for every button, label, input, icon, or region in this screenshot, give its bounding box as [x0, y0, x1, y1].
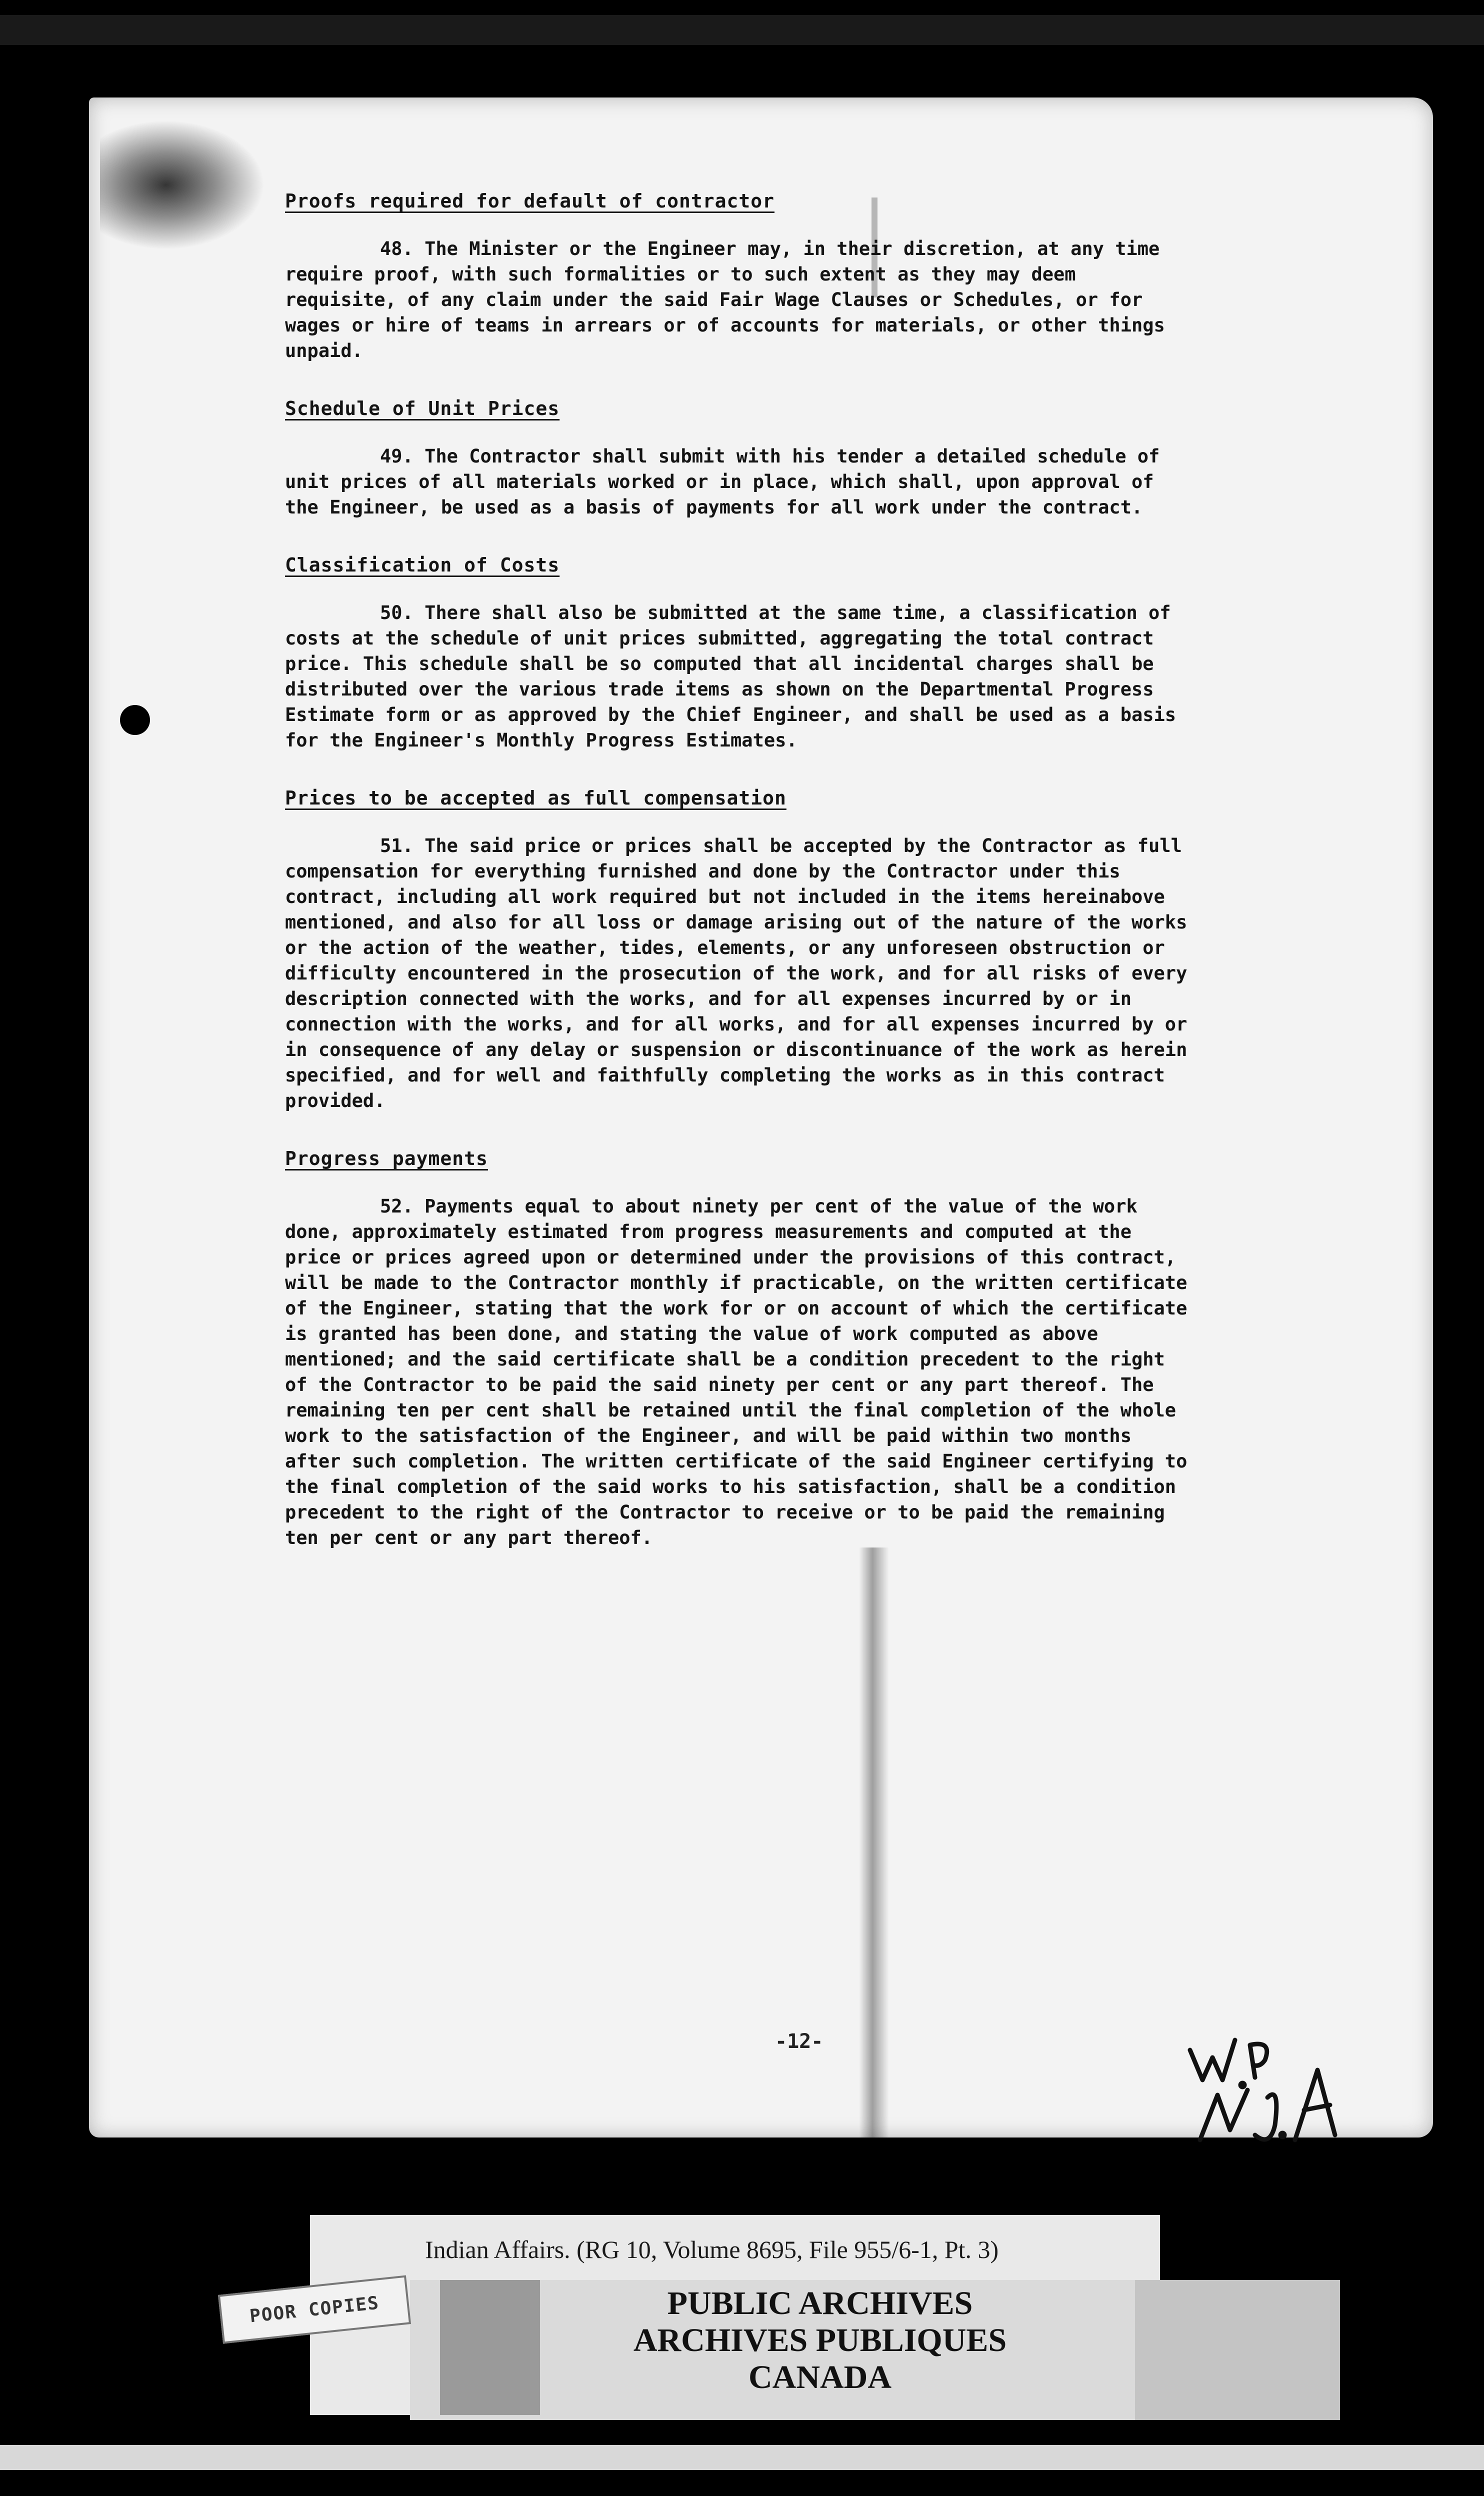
section-48 [285, 190, 1195, 364]
section-paragraph: 50. There shall also be submitted at the same time, a classification of costs at the schedule of unit prices submitted, aggregating the total contract price. This schedule shall be so computed that all incidental charges shall be distributed over the various trade items as shown on the Departmental Progress Estimate form or as approved by the Chief Engineer, and shall be used as a basis for the Engineer's Monthly Progress Estimates. [285, 602, 1176, 751]
film-stub-left [440, 2280, 540, 2415]
section-paragraph: 49. The Contractor shall submit with his tender a detailed schedule of unit prices of all materials worked or in place, which shall, upon approval of the Engineer, be used as a basis of payments for all work under the contract. [285, 446, 1160, 518]
section-heading: Schedule of Unit Prices [285, 398, 560, 420]
document-body [285, 190, 1195, 1584]
ink-stain [100, 120, 265, 250]
section-heading: Progress payments [285, 1148, 488, 1170]
archive-country: CANADA [748, 2359, 892, 2396]
archive-name-en: PUBLIC ARCHIVES [667, 2285, 973, 2322]
film-frame-top [0, 15, 1484, 45]
paper-crease [859, 1548, 889, 2198]
poor-copies-stamp: POOR COPIES [218, 2276, 411, 2344]
film-frame-bottom [0, 2445, 1484, 2470]
section-51 [285, 787, 1195, 1114]
section-paragraph: 52. Payments equal to about ninety per cent of the value of the work done, approximately estimated from progress measurements and computed at the price or prices agreed upon or determined under the provisions of this contract, will be made to the Contractor monthly if practicable, on the written certificate of the Engineer, stating that the work for or on account of which the certificate is granted has been done, and stating the value of work computed as above mentioned; and the said certificate shall be a condition precedent to the right of the Contractor to be paid the said ninety per cent or any part thereof. The remaining ten per cent shall be retained until the final completion of the whole work to the satisfaction of the Engineer, and will be paid within two months after such completion. The written certificate of the said Engineer certifying to the final completion of the said works to his satisfaction, shall be a condition precedent to the right of the Contractor to receive or to be paid the remaining ten per cent or any part thereof. [285, 1196, 1188, 1548]
section-paragraph: 51. The said price or prices shall be accepted by the Contractor as full compensation for everything furnished and done by the Contractor under this contract, including all work required but not included in the items hereinabove mentioned, and also for all loss or damage arising out of the nature of the works or the action of the weather, tides, elements, or any unforeseen obstruction or difficulty encountered in the prosecution of the work, and for all risks of every description connected with the works, and for all expenses incurred by or in connection with the works, and for all works, and for all expenses incurred by or in consequence of any delay or suspension or discontinuance of the work as herein specified, and for well and faithfully completing the works as in this contract provided. [285, 835, 1188, 1112]
page-number: -12- [775, 2030, 824, 2053]
section-heading: Proofs required for default of contractor [285, 190, 774, 212]
handwritten-initials-signature [1180, 2010, 1360, 2160]
section-49 [285, 398, 1195, 520]
section-heading: Classification of Costs [285, 554, 560, 576]
punch-hole [120, 705, 150, 735]
film-stub-right [1135, 2280, 1340, 2420]
archive-citation: Indian Affairs. (RG 10, Volume 8695, File 955/6-1, Pt. 3) [425, 2236, 999, 2264]
section-paragraph: 48. The Minister or the Engineer may, in their discretion, at any time require proof, with such formalities or to such extent as they may deem requisite, of any claim under the said Fair Wage Clauses or Schedules, or for wages or hire of teams in arrears or of accounts for materials, or other things unpaid. [285, 238, 1165, 362]
section-52 [285, 1148, 1195, 1550]
section-50 [285, 554, 1195, 753]
archive-name-fr: ARCHIVES PUBLIQUES [633, 2322, 1007, 2358]
section-heading: Prices to be accepted as full compensation [285, 787, 786, 809]
